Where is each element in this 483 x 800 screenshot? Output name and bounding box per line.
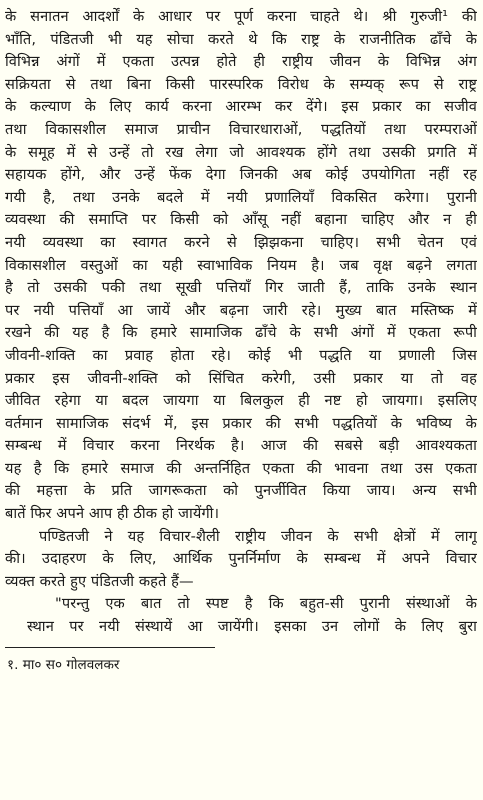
text-line: पर नयी पत्तियाँ आ जायें और बढ़ना जारी रहे। मुख्य बात मस्तिष्क में	[5, 301, 477, 319]
text-line: वर्तमान सामाजिक संदर्भ में, इस प्रकार की सभी पद्धतियों के भविष्य के	[5, 414, 477, 432]
text-line: नयी व्यवस्था का स्वागत करने से झिझकना चाहिए। सभी चेतन एवं	[5, 233, 477, 251]
text-line: पण्डितजी ने यह विचार-शैली राष्ट्रीय जीवन के सभी क्षेत्रों में लागू	[39, 527, 477, 545]
text-line: विभिन्न अंगों में एकता उत्पन्न होते ही राष्ट्रीय जीवन के विभिन्न अंग	[5, 53, 477, 71]
text-line: तथा विकासशील समाज प्राचीन विचारधाराओं, पद्धतियों तथा परम्पराओं	[5, 120, 477, 138]
text-line: सहायक होंगे, और उन्हें फेंक देगा जिनकी अब कोई उपयोगिता नहीं रह	[5, 166, 477, 184]
text-line: सम्बन्ध में विचार करना निरर्थक है। आज की सबसे बड़ी आवश्यकता	[5, 437, 477, 455]
text-line: के सनातन आदर्शों के आधार पर पूर्ण करना चाहते थे। श्री गुरुजी¹ की	[5, 8, 477, 25]
text-line: की। उदाहरण के लिए, आर्थिक पुनर्निर्माण के सम्बन्ध में अपने विचार	[5, 550, 477, 568]
text-line: व्यक्त करते हुए पंडितजी कहते हैं—	[5, 572, 194, 590]
footnote: १. मा० स० गोलवलकर	[7, 656, 120, 673]
paragraph-1	[5, 6, 477, 526]
quote-line: स्थान पर नयी संस्थायें आ जायेंगी। इसका उन लोगों के लिए बुरा	[27, 618, 477, 636]
text-line: रखने की यह है कि हमारे सामाजिक ढाँचे के सभी अंगों में एकता रूपी	[5, 324, 477, 342]
block-quote	[5, 593, 477, 638]
paragraph-2	[5, 526, 477, 594]
text-line: जीवनी-शक्ति का प्रवाह होता रहे। कोई भी पद्धति या प्रणाली जिस	[5, 346, 477, 364]
text-line: के कल्याण के लिए कार्य करना आरम्भ कर देंगे। इस प्रकार का सजीव	[5, 98, 477, 116]
text-line: जीवित रहेगा या बदल जायगा या बिलकुल ही नष्ट हो जायगा। इसलिए	[5, 392, 477, 410]
text-line: प्रकार इस जीवनी-शक्ति को सिंचित करेगी, उसी प्रकार या तो वह	[5, 369, 477, 387]
text-line: विकासशील वस्तुओं का यही स्वाभाविक नियम है। जब वृक्ष बढ़ने लगता	[5, 256, 477, 274]
text-line: बातें फिर अपने आप ही ठीक हो जायेंगी।	[5, 505, 220, 523]
text-line: भाँति, पंडितजी भी यह सोचा करते थे कि राष्ट्र के राजनीतिक ढाँचे के	[5, 30, 477, 48]
text-line: यह है कि हमारे समाज की अन्तर्निहित एकता की भावना तथा उस एकता	[5, 459, 477, 477]
quote-line: "परन्तु एक बात तो स्पष्ट है कि बहुत-सी पुरानी संस्थाओं के	[55, 595, 477, 613]
text-line: सक्रियता से तथा बिना किसी पारस्परिक विरोध के सम्यक् रूप से राष्ट्र	[5, 75, 477, 93]
footnote-divider	[5, 647, 215, 648]
text-line: के समूह में से उन्हें तो रख लेगा जो आवश्यक होंगे तथा उसकी प्रगति में	[5, 143, 477, 161]
text-line: व्यवस्था की समाप्ति पर किसी को आँसू नहीं बहाना चाहिए और न ही	[5, 211, 477, 229]
text-line: गयी है, तथा उनके बदले में नयी प्रणालियाँ विकसित करेगा। पुरानी	[5, 188, 477, 206]
text-line: है तो उसकी पकी तथा सूखी पत्तियाँ गिर जाती हैं, ताकि उनके स्थान	[5, 279, 477, 297]
text-line: की महत्ता के प्रति जागरूकता को पुनर्जीवित किया जाय। अन्य सभी	[5, 482, 477, 500]
